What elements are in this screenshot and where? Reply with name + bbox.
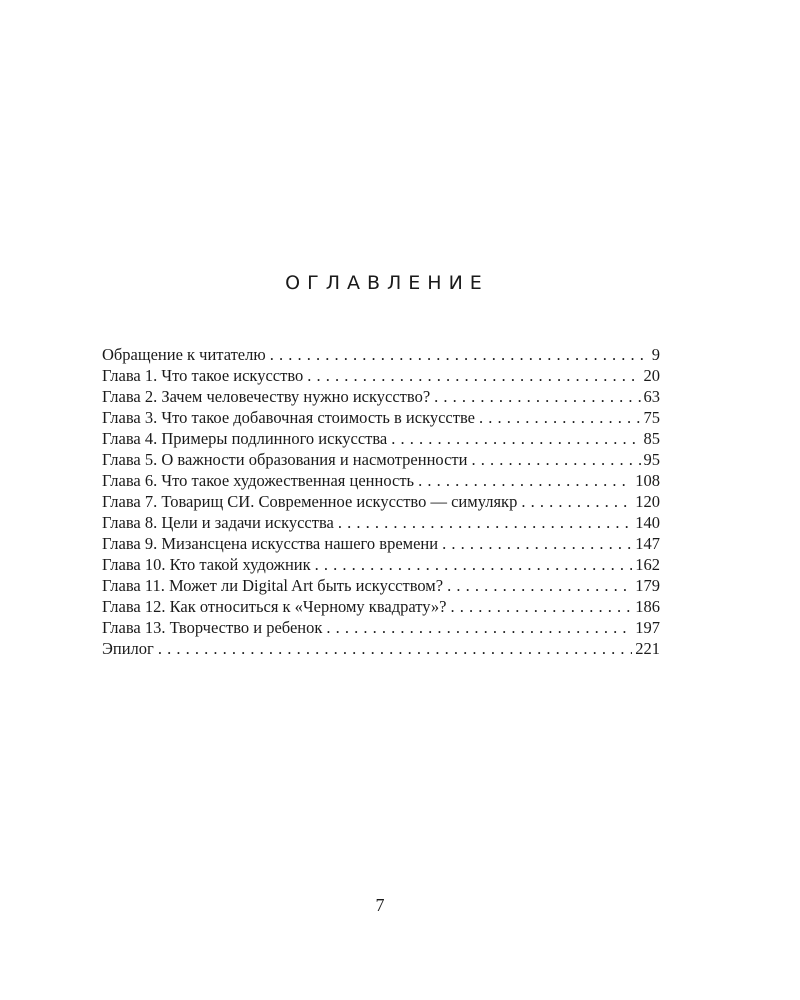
toc-entry (102, 617, 660, 638)
dot-leader (471, 449, 640, 470)
toc-entry-title: Глава 8. Цели и задачи искусства (102, 513, 334, 532)
toc-entry (102, 470, 660, 491)
toc-entry-page: 147 (635, 534, 660, 553)
toc-entry-title: Глава 4. Примеры подлинного искусства (102, 429, 388, 448)
toc-entry-title: Глава 5. О важности образования и насмотренности (102, 450, 468, 469)
toc-entry (102, 491, 660, 512)
toc-entry-page: 120 (635, 492, 660, 511)
dot-leader (434, 386, 640, 407)
dot-leader (338, 512, 632, 533)
toc-entry (102, 533, 660, 554)
dot-leader (315, 554, 633, 575)
toc-entry-page: 9 (651, 345, 660, 364)
toc-entry-title: Эпилог (102, 639, 154, 658)
page-number: 7 (375, 895, 385, 915)
dot-leader (447, 575, 632, 596)
dot-leader (418, 470, 632, 491)
toc-entry (102, 554, 660, 575)
toc-entry-title: Глава 10. Кто такой художник (102, 555, 311, 574)
toc-entry-page: 140 (635, 513, 660, 532)
toc-entry-page: 179 (635, 576, 660, 595)
toc-entry-page: 162 (635, 555, 660, 574)
toc-entry-page: 75 (643, 408, 660, 427)
toc-entry-page: 108 (635, 471, 660, 490)
toc-entry (102, 596, 660, 617)
toc-entry (102, 365, 660, 386)
dot-leader (521, 491, 632, 512)
toc-entry-title: Глава 9. Мизансцена искусства нашего времени (102, 534, 439, 553)
dot-leader (479, 407, 641, 428)
toc-entry-title: Глава 3. Что такое добавочная стоимость в искусстве (102, 408, 475, 427)
toc-entry-title: Глава 13. Творчество и ребенок (102, 618, 323, 637)
dot-leader (158, 638, 632, 659)
toc-entry-title: Глава 12. Как относиться к «Черному квадрату»? (102, 597, 447, 616)
toc-entry-title: Глава 7. Товарищ СИ. Современное искусство — симулякр (102, 492, 518, 511)
dot-leader (451, 596, 633, 617)
toc-entry-page: 85 (643, 429, 660, 448)
toc-list (102, 344, 660, 659)
toc-entry-title: Глава 11. Может ли Digital Art быть искусством? (102, 576, 444, 595)
toc-entry (102, 512, 660, 533)
toc-entry-page: 20 (643, 366, 660, 385)
dot-leader (391, 428, 640, 449)
dot-leader (442, 533, 632, 554)
toc-heading: ОГЛАВЛЕНИЕ (285, 272, 489, 294)
toc-entry-title: Глава 6. Что такое художественная ценность (102, 471, 415, 490)
dot-leader (307, 365, 640, 386)
toc-entry (102, 407, 660, 428)
toc-entry (102, 344, 660, 365)
toc-entry-title: Обращение к читателю (102, 345, 266, 364)
toc-entry (102, 638, 660, 659)
toc-entry-page: 186 (635, 597, 660, 616)
toc-entry-title: Глава 2. Зачем человечеству нужно искусство? (102, 387, 431, 406)
toc-entry (102, 386, 660, 407)
toc-entry-page: 95 (643, 450, 660, 469)
dot-leader (270, 344, 649, 365)
dot-leader (326, 617, 632, 638)
toc-entry-page: 221 (635, 639, 660, 658)
toc-entry (102, 449, 660, 470)
toc-entry-page: 197 (635, 618, 660, 637)
toc-entry (102, 575, 660, 596)
toc-entry-title: Глава 1. Что такое искусство (102, 366, 304, 385)
toc-entry (102, 428, 660, 449)
toc-entry-page: 63 (643, 387, 660, 406)
